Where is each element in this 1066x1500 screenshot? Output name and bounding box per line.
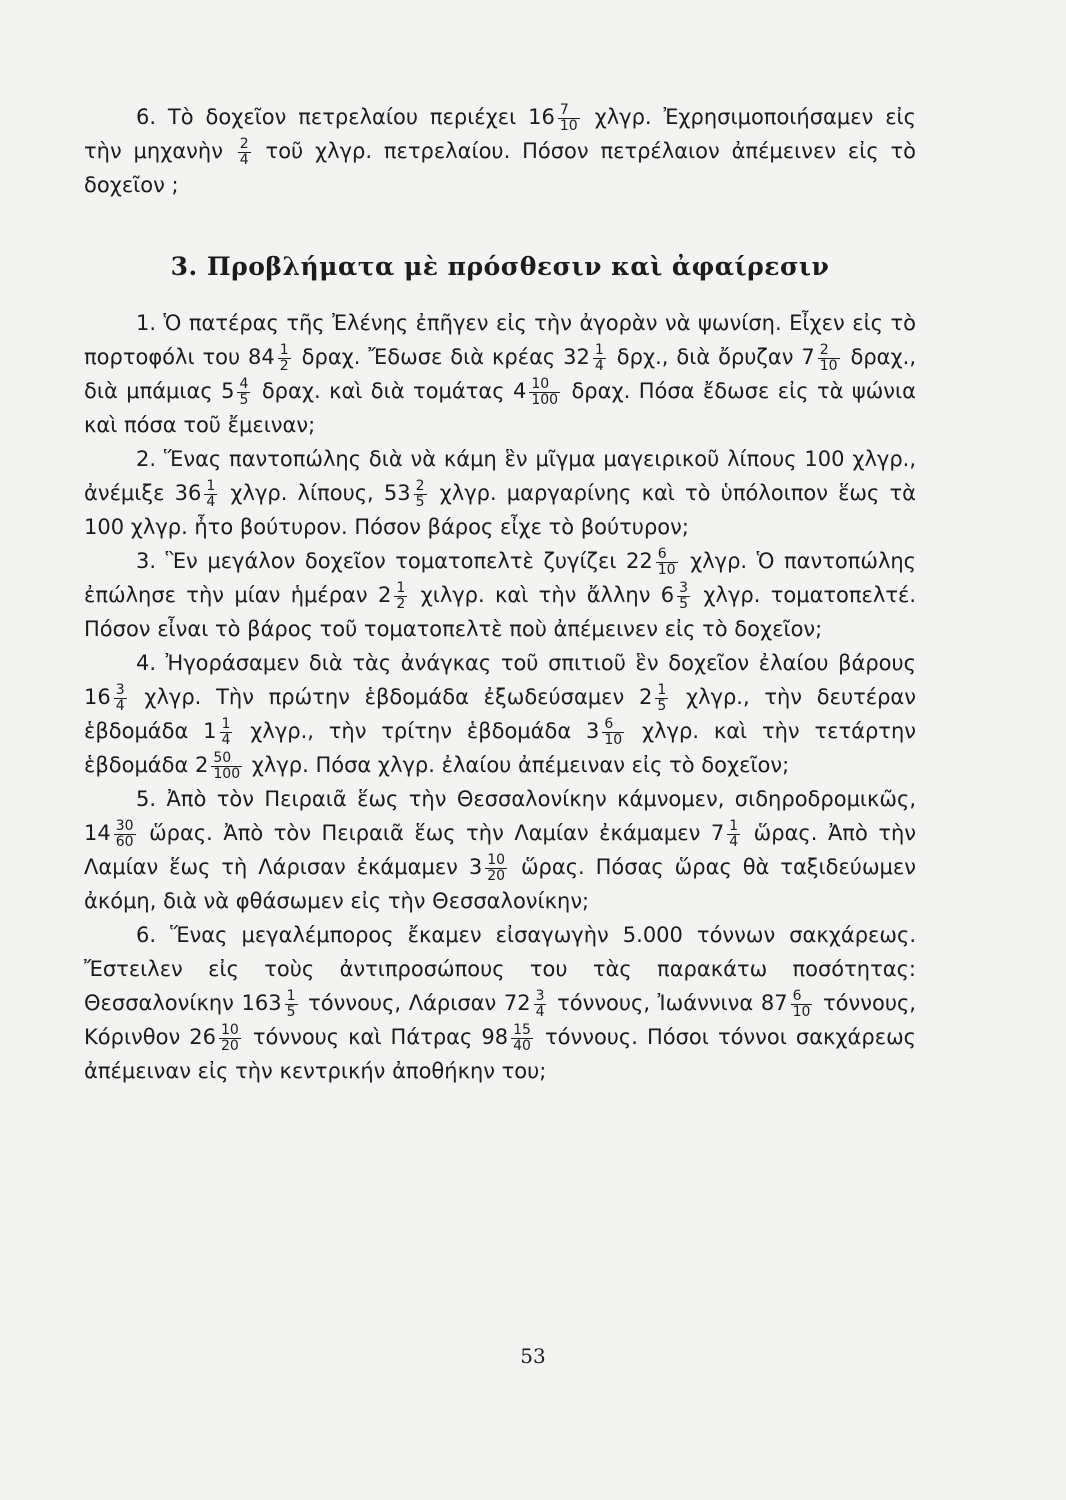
problem-4	[84, 646, 916, 782]
text-run: 1. Ὁ πατέρας τῆς Ἐλένης ἐπῆγεν εἰς τὴν ἀγορὰν νὰ ψωνίση. Εἶχεν εἰς τὸ πορτοφόλι του 84	[84, 311, 916, 369]
fraction	[204, 479, 217, 510]
fraction-denominator: 40	[513, 1037, 531, 1054]
text-run: δραχ. Ἔδωσε διὰ κρέας 32	[293, 345, 590, 369]
fraction-numerator: 3	[679, 579, 689, 596]
fraction-numerator: 10	[220, 1021, 239, 1038]
fraction	[414, 479, 427, 510]
page-content	[84, 100, 916, 1088]
problem-6	[84, 918, 916, 1088]
fraction-denominator: 10	[657, 561, 676, 578]
fraction	[219, 1023, 241, 1054]
fraction-denominator: 5	[657, 697, 667, 714]
problem-paragraph	[84, 918, 916, 1088]
fraction-numerator: 3	[115, 681, 125, 698]
fraction-numerator: 15	[513, 1021, 531, 1038]
text-run: χλγρ. Ἐχρησιμοποιήσαμεν εἰς τὴν μηχανὴν	[84, 105, 916, 163]
text-run: χλγρ. λίπους, 53	[220, 481, 411, 505]
fraction-numerator: 1	[206, 477, 216, 494]
fraction-denominator: 60	[115, 833, 134, 850]
fraction-denominator: 5	[286, 1003, 296, 1020]
fraction-numerator: 1	[729, 817, 739, 834]
fraction-numerator: 1	[279, 341, 289, 358]
text-run: χλγρ. τοματοπελτέ. Πόσον εἶναι τὸ βάρος τοῦ τοματοπελτὲ ποὺ ἀπέμεινεν εἰς τὸ δοχεῖον;	[84, 583, 916, 641]
text-run: δραχ., διὰ μπάμιας 5	[84, 345, 916, 403]
fraction-numerator: 50	[211, 751, 242, 767]
fraction	[220, 717, 233, 748]
problem-3	[84, 544, 916, 646]
fraction	[727, 819, 740, 850]
text-run: τόννους, Λάρισαν 72	[300, 991, 531, 1015]
fraction-numerator: 4	[239, 375, 249, 392]
fraction-denominator: 4	[594, 357, 604, 374]
problem-paragraph	[84, 782, 916, 918]
fraction	[656, 547, 678, 578]
fraction-denominator: 10	[792, 1003, 811, 1020]
text-run: 6. Ἕνας μεγαλέμπορος ἔκαμεν εἰσαγωγὴν 5.000 τόννων σακχάρεως. Ἔστειλεν εἰς τοὺς ἀντιπροσώπους του τὰς παρακάτω ποσότητας: Θεσσαλονίκην 163	[84, 923, 916, 1015]
fraction-denominator: 4	[729, 833, 739, 850]
text-run: 3. Ἓν μεγάλον δοχεῖον τοματοπελτὲ ζυγίζει 22	[136, 549, 653, 573]
text-run: τόννους, Κόρινθον 26	[84, 991, 916, 1049]
page-number: 53	[520, 1344, 546, 1368]
text-run: χλγρ. Τὴν πρώτην ἑβδομάδα ἐξωδεύσαμεν 2	[129, 685, 653, 709]
fraction	[237, 377, 250, 408]
fraction	[677, 581, 690, 612]
text-run: τόννους. Πόσοι τόννοι σακχάρεως ἀπέμειναν εἰς τὴν κεντρικήν ἀποθήκην του;	[84, 1025, 916, 1083]
problem-5	[84, 782, 916, 918]
fraction-numerator: 10	[529, 377, 560, 393]
fraction-numerator: 6	[602, 717, 624, 733]
fraction-numerator: 2	[818, 343, 840, 359]
problem-paragraph	[84, 442, 916, 544]
fraction-denominator: 5	[415, 493, 425, 510]
fraction-denominator: 2	[279, 357, 289, 374]
fraction	[558, 103, 580, 134]
text-run: ὥρας. Πόσας ὥρας θὰ ταξιδεύωμεν ἀκόμη, διὰ νὰ φθάσωμεν εἰς τὴν Θεσσαλονίκην;	[84, 855, 916, 913]
text-run: χλγρ. καὶ τὴν τετάρτην ἑβδομάδα 2	[84, 719, 916, 777]
text-run: δραχ. Πόσα ἔδωσε εἰς τὰ ψώνια καὶ πόσα τοῦ ἔμειναν;	[84, 379, 916, 437]
fraction-denominator: 100	[531, 391, 559, 408]
fraction-numerator: 1	[657, 681, 667, 698]
fraction-denominator: 4	[115, 697, 125, 714]
fraction	[655, 683, 668, 714]
fraction-numerator: 1	[396, 579, 406, 596]
fraction-denominator: 4	[239, 151, 249, 168]
fraction-numerator: 1	[221, 715, 231, 732]
text-run: τοῦ χλγρ. πετρελαίου. Πόσον πετρέλαιον ἀπέμεινεν εἰς τὸ δοχεῖον ;	[84, 139, 917, 197]
text-run: χλγρ. Πόσα χλγρ. ἐλαίου ἀπέμειναν εἰς τὸ δοχεῖον;	[245, 753, 790, 777]
text-run: 6. Τὸ δοχεῖον πετρελαίου περιέχει 16	[136, 105, 555, 129]
fraction-denominator: 4	[206, 493, 216, 510]
fraction	[511, 1023, 533, 1054]
problem-2	[84, 442, 916, 544]
fraction-numerator: 2	[239, 135, 249, 152]
fraction	[114, 819, 136, 850]
text-run: χλγρ. μαργαρίνης καὶ τὸ ὑπόλοιπον ἕως τὰ 100 χλγρ. ἦτο βούτυρον. Πόσον βάρος εἶχε τὸ βούτυρον;	[84, 481, 916, 539]
fraction-numerator: 7	[558, 103, 580, 119]
text-run: δρχ., διὰ ὄρυζαν 7	[608, 345, 815, 369]
fraction	[593, 343, 606, 374]
problem-1	[84, 306, 916, 442]
fraction-denominator: 2	[396, 595, 406, 612]
text-run: χιλγρ. καὶ τὴν ἄλλην 6	[410, 583, 675, 607]
problem-6-previous-section	[84, 100, 916, 202]
text-run: τόννους καὶ Πάτρας 98	[243, 1025, 509, 1049]
text-run: δραχ. καὶ διὰ τομάτας 4	[253, 379, 527, 403]
fraction-numerator: 1	[286, 987, 296, 1004]
fraction-denominator: 10	[559, 117, 578, 134]
fraction	[278, 343, 291, 374]
fraction-denominator: 20	[487, 867, 506, 884]
problem-paragraph	[84, 306, 916, 442]
text-run: 4. Ἠγοράσαμεν διὰ τὰς ἀνάγκας τοῦ σπιτιοῦ ἓν δοχεῖον ἐλαίου βάρους 16	[84, 651, 916, 709]
fraction	[818, 343, 840, 374]
fraction-denominator: 4	[535, 1003, 545, 1020]
text-run: χλγρ. Ὁ παντοπώλης ἐπώλησε τὴν μίαν ἡμέραν 2	[84, 549, 917, 607]
text-run: χλγρ., τὴν δευτέραν ἑβδομάδα 1	[84, 685, 917, 743]
fraction	[211, 751, 242, 782]
text-run: τόννους, Ἰωάννινα 87	[549, 991, 788, 1015]
fraction	[114, 683, 127, 714]
fraction-numerator: 3	[535, 987, 545, 1004]
fraction-numerator: 30	[115, 817, 134, 834]
fraction-numerator: 1	[594, 341, 604, 358]
fraction-denominator: 20	[220, 1037, 239, 1054]
section-heading: 3. Προβλήματα μὲ πρόσθεσιν καὶ ἀφαίρεσιν	[170, 252, 830, 281]
fraction	[285, 989, 298, 1020]
fraction-numerator: 6	[791, 989, 813, 1005]
fraction	[394, 581, 407, 612]
fraction-denominator: 5	[679, 595, 689, 612]
text-run: ὥρας. Ἀπὸ τὴν Λαμίαν ἕως τὴ Λάρισαν ἐκάμαμεν 3	[84, 821, 916, 879]
fraction-denominator: 100	[213, 765, 241, 782]
text-run: 2. Ἕνας παντοπώλης διὰ νὰ κάμη ἓν μῖγμα μαγειρικοῦ λίπους 100 χλγρ., ἀνέμιξε 36	[84, 447, 916, 505]
problem-paragraph	[84, 646, 916, 782]
fraction	[529, 377, 560, 408]
fraction-denominator: 10	[604, 731, 623, 748]
text-run: ὥρας. Ἀπὸ τὸν Πειραιᾶ ἕως τὴν Λαμίαν ἐκάμαμεν 7	[138, 821, 725, 845]
problem-paragraph	[84, 544, 916, 646]
fraction	[485, 853, 507, 884]
fraction-numerator: 6	[656, 547, 678, 563]
fraction-numerator: 2	[415, 477, 425, 494]
fraction	[602, 717, 624, 748]
fraction-numerator: 10	[487, 851, 506, 868]
fraction-denominator: 10	[819, 357, 838, 374]
text-run: 5. Ἀπὸ τὸν Πειραιᾶ ἕως τὴν Θεσσαλονίκην κάμνομεν, σιδηροδρομικῶς, 14	[84, 787, 916, 845]
problem-paragraph	[84, 100, 916, 202]
fraction-denominator: 4	[221, 731, 231, 748]
fraction	[238, 137, 251, 168]
fraction-denominator: 5	[239, 391, 249, 408]
fraction	[791, 989, 813, 1020]
text-run: χλγρ., τὴν τρίτην ἑβδομάδα 3	[235, 719, 600, 743]
fraction	[534, 989, 547, 1020]
